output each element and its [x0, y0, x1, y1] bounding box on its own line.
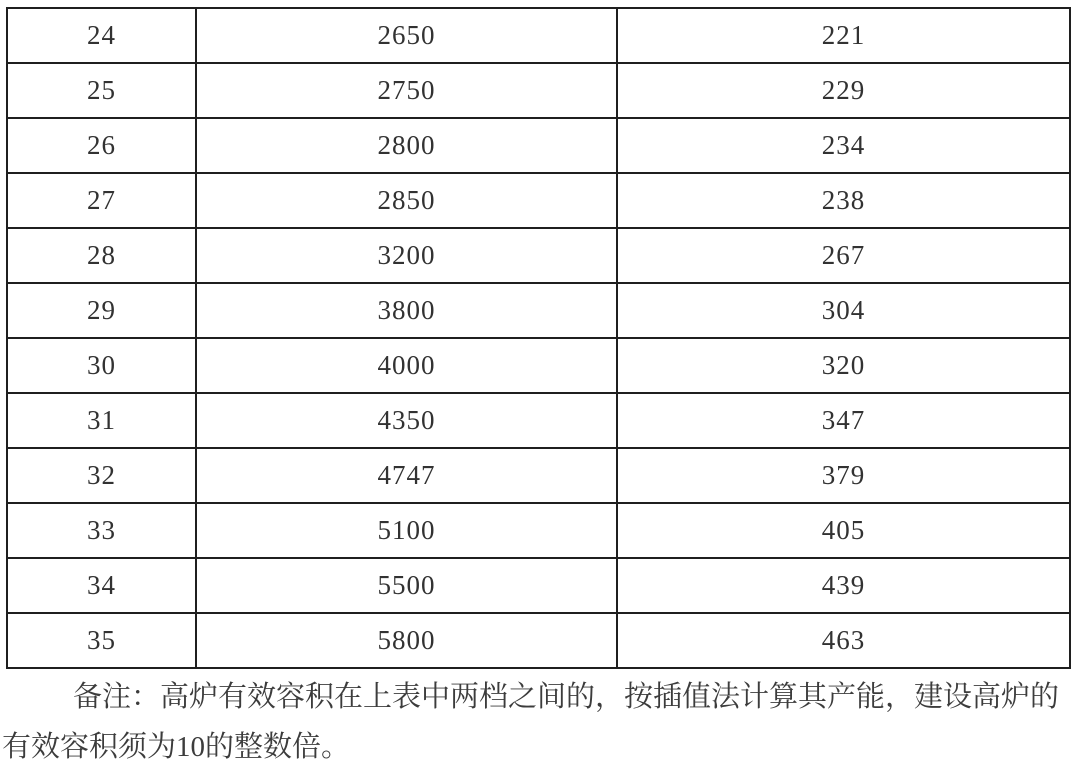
- cell-capacity: 379: [617, 448, 1070, 503]
- cell-volume: 3800: [196, 283, 617, 338]
- cell-capacity: 405: [617, 503, 1070, 558]
- cell-volume: 2750: [196, 63, 617, 118]
- cell-no: 25: [7, 63, 196, 118]
- cell-capacity: 320: [617, 338, 1070, 393]
- cell-capacity: 304: [617, 283, 1070, 338]
- table-row: [7, 393, 1070, 448]
- cell-capacity: 267: [617, 228, 1070, 283]
- cell-volume: 2850: [196, 173, 617, 228]
- table-row: [7, 118, 1070, 173]
- cell-volume: 3200: [196, 228, 617, 283]
- table-row: [7, 173, 1070, 228]
- capacity-table-body: [7, 8, 1070, 668]
- capacity-table: [6, 7, 1071, 669]
- cell-capacity: 463: [617, 613, 1070, 668]
- table-row: [7, 338, 1070, 393]
- table-row: [7, 228, 1070, 283]
- cell-volume: 4747: [196, 448, 617, 503]
- table-row: [7, 558, 1070, 613]
- cell-no: 26: [7, 118, 196, 173]
- cell-volume: 5800: [196, 613, 617, 668]
- cell-volume: 5500: [196, 558, 617, 613]
- cell-volume: 2650: [196, 8, 617, 63]
- cell-no: 30: [7, 338, 196, 393]
- cell-capacity: 439: [617, 558, 1070, 613]
- cell-volume: 4350: [196, 393, 617, 448]
- table-row: [7, 63, 1070, 118]
- cell-no: 33: [7, 503, 196, 558]
- cell-capacity: 229: [617, 63, 1070, 118]
- cell-no: 28: [7, 228, 196, 283]
- table-row: [7, 8, 1070, 63]
- cell-no: 27: [7, 173, 196, 228]
- table-row: [7, 448, 1070, 503]
- table-row: [7, 283, 1070, 338]
- cell-capacity: 221: [617, 8, 1070, 63]
- table-row: [7, 613, 1070, 668]
- cell-volume: 5100: [196, 503, 617, 558]
- cell-no: 32: [7, 448, 196, 503]
- cell-no: 34: [7, 558, 196, 613]
- cell-no: 24: [7, 8, 196, 63]
- cell-no: 31: [7, 393, 196, 448]
- note-line-1: 备注：高炉有效容积在上表中两档之间的，按插值法计算其产能，建设高炉的: [73, 681, 1060, 713]
- cell-capacity: 238: [617, 173, 1070, 228]
- cell-capacity: 234: [617, 118, 1070, 173]
- table-row: [7, 503, 1070, 558]
- note-line-2: 有效容积须为10的整数倍。: [2, 731, 351, 763]
- cell-no: 35: [7, 613, 196, 668]
- cell-volume: 4000: [196, 338, 617, 393]
- cell-no: 29: [7, 283, 196, 338]
- cell-capacity: 347: [617, 393, 1070, 448]
- cell-volume: 2800: [196, 118, 617, 173]
